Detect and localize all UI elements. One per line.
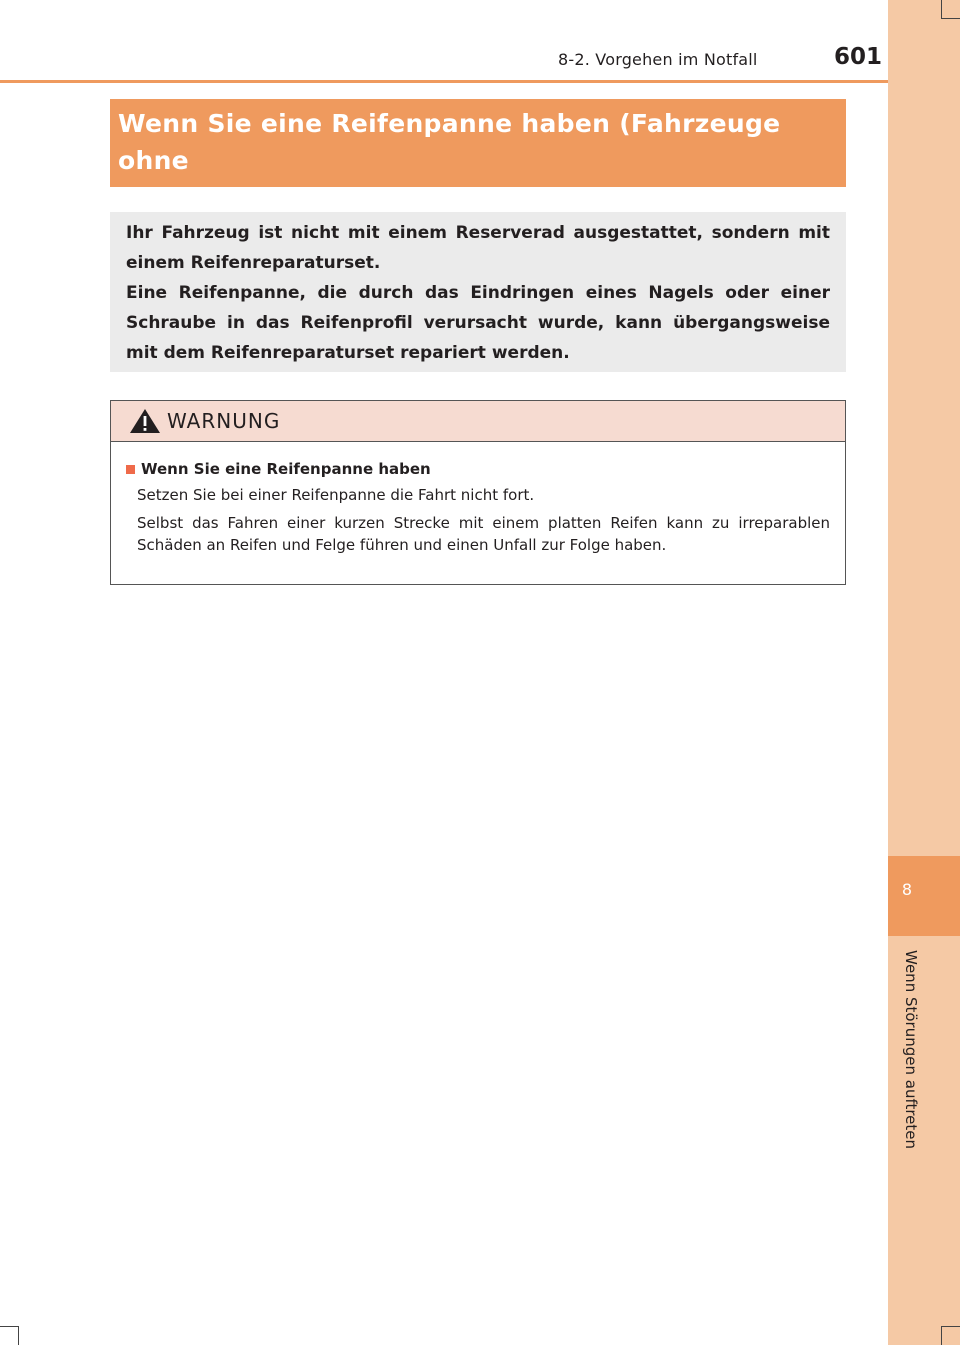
warning-paragraph: Setzen Sie bei einer Reifenpanne die Fahrt nicht fort. (137, 486, 535, 504)
intro-text (126, 218, 830, 368)
header-rule (0, 80, 888, 83)
warning-label: WARNUNG (167, 409, 281, 433)
page-title-box (110, 99, 846, 212)
chapter-name: Wenn Störungen auftreten (902, 950, 920, 1150)
crop-mark (0, 1326, 19, 1327)
square-bullet-icon (126, 465, 135, 474)
warning-box (110, 400, 846, 585)
warning-paragraph: Selbst das Fahren einer kurzen Strecke mit einem platten Reifen kann zu irreparablen Schäden an Reifen und Felge führen und einen Unfall zur Folge haben. (137, 514, 830, 554)
crop-mark (941, 0, 942, 18)
page-number: 601 (834, 44, 883, 70)
chapter-number-box (888, 856, 960, 936)
chapter-number: 8 (901, 880, 913, 899)
crop-mark (941, 1327, 942, 1345)
warning-body (111, 442, 845, 556)
intro-paragraph: Ihr Fahrzeug ist nicht mit einem Reserverad ausgestattet, sondern mit einem Reifenreparaturset. (126, 223, 830, 273)
warning-heading-row (126, 460, 830, 478)
crop-mark (941, 18, 960, 19)
section-title: 8-2. Vorgehen im Notfall (558, 50, 758, 69)
intro-paragraph: Eine Reifenpanne, die durch das Eindringen eines Nagels oder einer Schraube in das Reifenprofil verursacht wurde, kann übergangsweise mit dem Reifenreparaturset repariert werden. (126, 283, 830, 363)
crop-mark (941, 1326, 960, 1327)
warning-heading: Wenn Sie eine Reifenpanne haben (141, 460, 431, 478)
page-title-line-2: Reserverad) (118, 183, 294, 212)
warning-header (111, 401, 845, 442)
page-title-line-1: Wenn Sie eine Reifenpanne haben (Fahrzeuge ohne (118, 109, 781, 175)
intro-box (110, 212, 846, 372)
warning-triangle-icon (129, 408, 161, 434)
crop-mark (18, 1327, 19, 1345)
